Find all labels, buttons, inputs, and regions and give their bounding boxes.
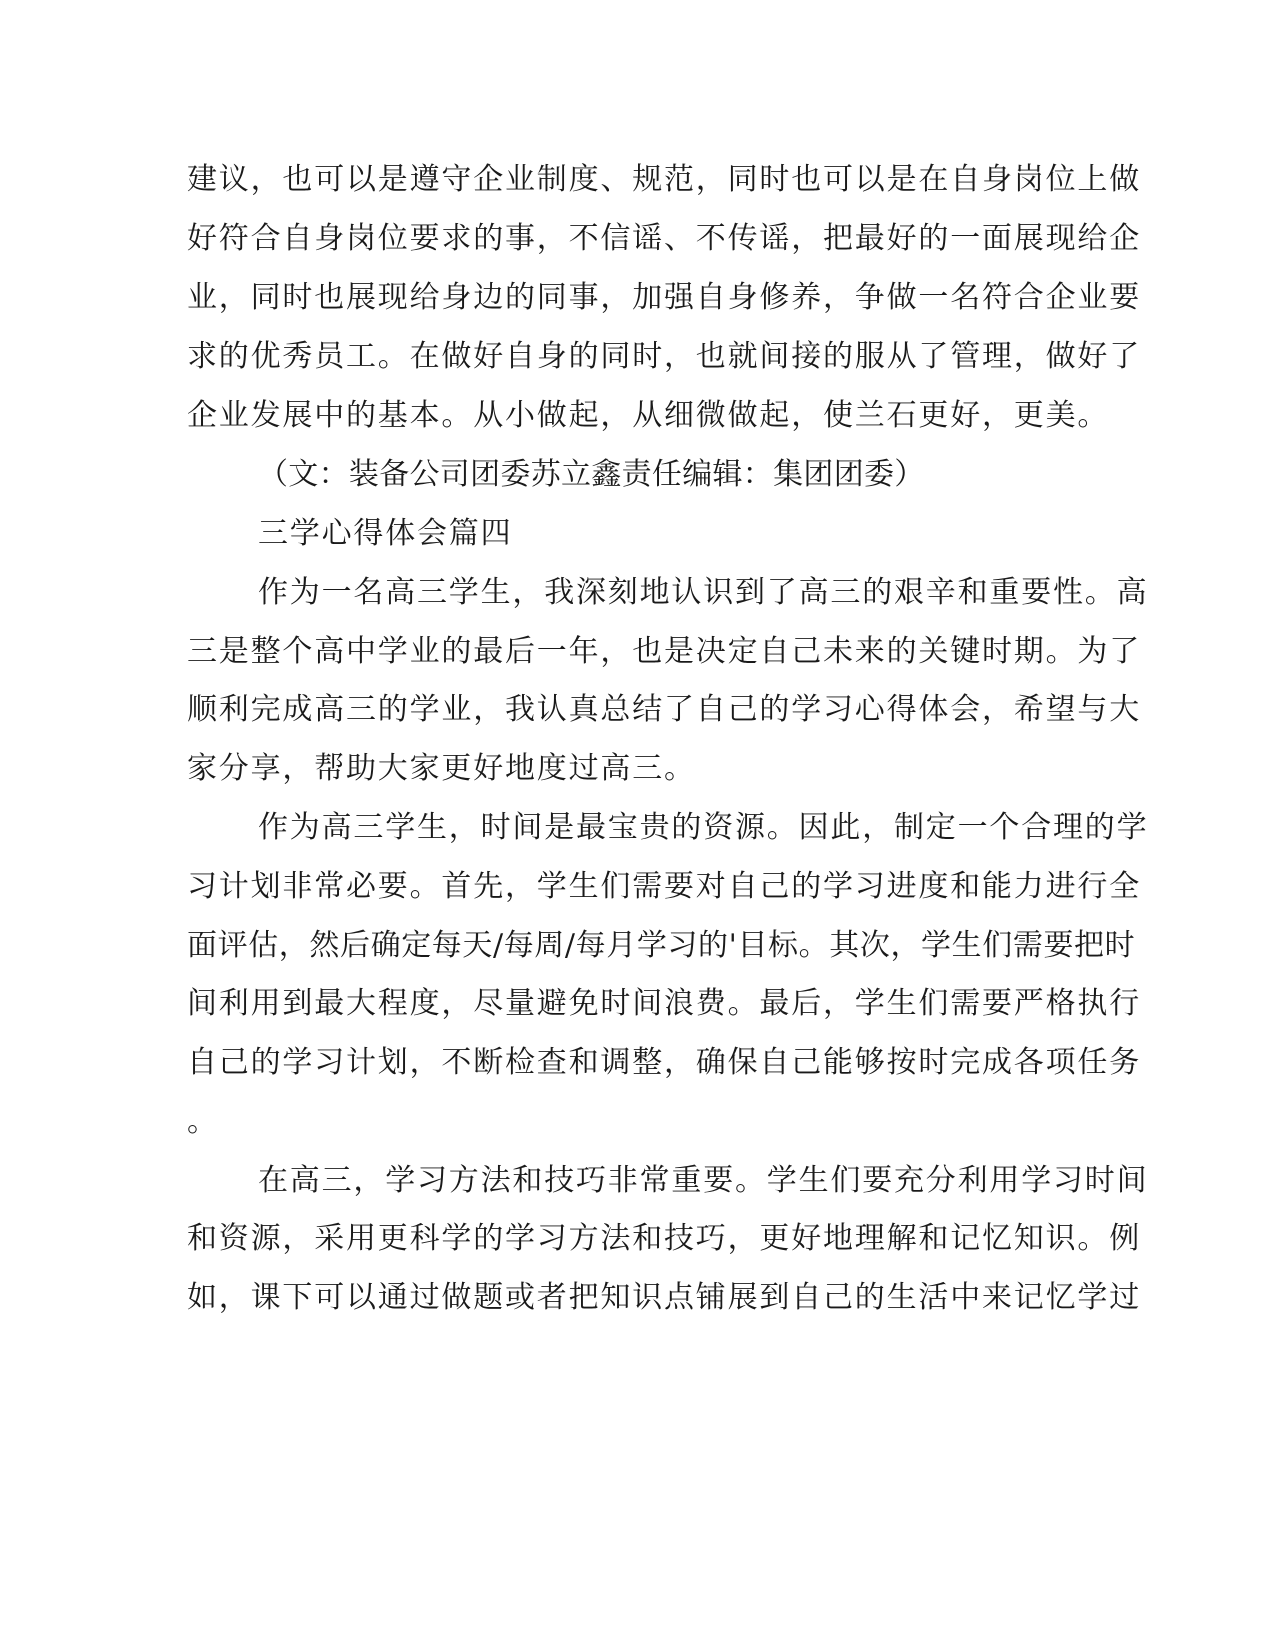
text-line: 三是整个高中学业的最后一年，也是决定自己未来的关键时期。为了 (187, 634, 1141, 669)
text-line: 求的优秀员工。在做好自身的同时，也就间接的服从了管理，做好了 (187, 339, 1141, 374)
text-line: 家分享，帮助大家更好地度过高三。 (187, 751, 696, 786)
text-line: 自己的学习计划，不断检查和调整，确保自己能够按时完成各项任务 (187, 1045, 1141, 1080)
text-line: 。 (187, 1104, 219, 1139)
text-line: 作为一名高三学生，我深刻地认识到了高三的艰辛和重要性。高 (258, 575, 1149, 610)
section-heading: 三学心得体会篇四 (258, 516, 513, 551)
text-line: 间利用到最大程度，尽量避免时间浪费。最后，学生们需要严格执行 (187, 986, 1141, 1021)
text-line: 如，课下可以通过做题或者把知识点铺展到自己的生活中来记忆学过 (187, 1280, 1141, 1315)
article-credit: （文：装备公司团委苏立鑫责任编辑：集团团委） (258, 457, 925, 492)
text-line: 企业发展中的基本。从小做起，从细微做起，使兰石更好，更美。 (187, 398, 1110, 433)
text-line: 好符合自身岗位要求的事，不信谣、不传谣，把最好的一面展现给企 (187, 221, 1141, 256)
text-line: 在高三，学习方法和技巧非常重要。学生们要充分利用学习时间 (258, 1163, 1149, 1198)
text-line: 建议，也可以是遵守企业制度、规范，同时也可以是在自身岗位上做 (187, 162, 1141, 197)
text-line: 习计划非常必要。首先，学生们需要对自己的学习进度和能力进行全 (187, 869, 1141, 904)
text-line: 业，同时也展现给身边的同事，加强自身修养，争做一名符合企业要 (187, 280, 1141, 315)
text-line: 顺利完成高三的学业，我认真总结了自己的学习心得体会，希望与大 (187, 692, 1141, 727)
text-line: 面评估，然后确定每天/每周/每月学习的'目标。其次，学生们需要把时 (187, 928, 1136, 963)
text-line: 作为高三学生，时间是最宝贵的资源。因此，制定一个合理的学 (258, 810, 1149, 845)
text-line: 和资源，采用更科学的学习方法和技巧，更好地理解和记忆知识。例 (187, 1221, 1141, 1256)
